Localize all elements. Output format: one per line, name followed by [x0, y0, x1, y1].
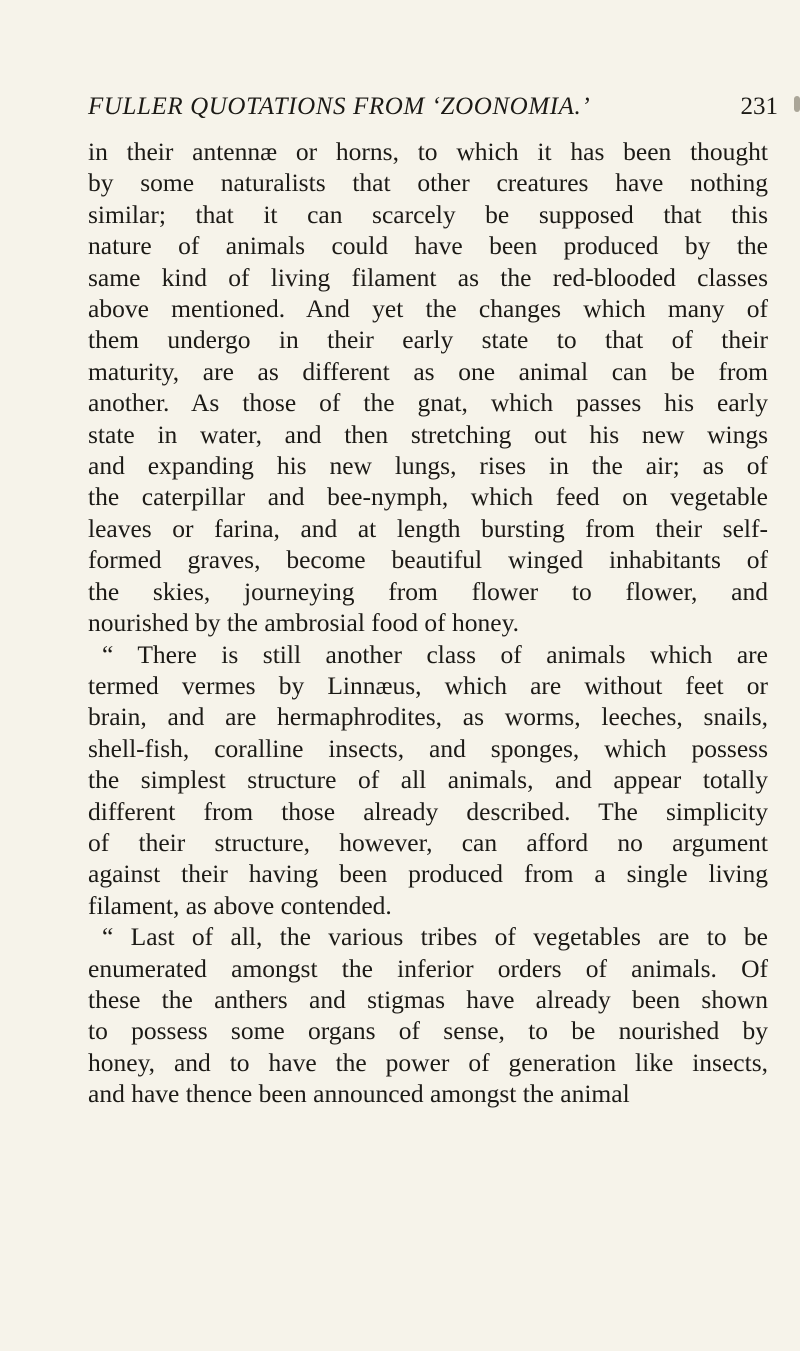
running-title: FULLER QUOTATIONS FROM ‘ZOONOMIA.’ — [88, 93, 591, 120]
text-line: another. As those of the gnat, which passes his early — [88, 388, 768, 418]
text-line: to possess some organs of sense, to be nourished by — [88, 1016, 768, 1046]
text-line: the simplest structure of all animals, and appear totally — [88, 765, 768, 795]
running-head — [88, 92, 778, 122]
text-line: similar; that it can scarcely be supposed that this — [88, 199, 768, 229]
text-line: leaves or farina, and at length bursting from their self- — [88, 513, 768, 543]
text-line: and expanding his new lungs, rises in the air; as of — [88, 451, 768, 481]
text-line: brain, and are hermaphrodites, as worms, leeches, snails, — [88, 702, 768, 732]
text-line: nature of animals could have been produced by the — [88, 231, 768, 261]
text-line: different from those already described. The simplicity — [88, 796, 768, 826]
page-edge-mark — [794, 96, 800, 112]
text-line: “ Last of all, the various tribes of vegetables are to be — [102, 922, 768, 952]
text-line: honey, and to have the power of generation like insects, — [88, 1047, 768, 1077]
text-line: of their structure, however, can afford no argument — [88, 827, 768, 857]
text-line: shell-fish, coralline insects, and sponges, which possess — [88, 733, 768, 763]
text-line: state in water, and then stretching out his new wings — [88, 419, 768, 449]
text-line: by some naturalists that other creatures have nothing — [88, 168, 768, 198]
text-line: enumerated amongst the inferior orders of animals. Of — [88, 953, 768, 983]
text-line: formed graves, become beautiful winged inhabitants of — [88, 545, 768, 575]
text-line: above mentioned. And yet the changes which many of — [88, 294, 768, 324]
text-line: the skies, journeying from flower to flower, and — [88, 576, 768, 606]
text-line: in their antennæ or horns, to which it has been thought — [88, 137, 768, 166]
page-number: 231 — [740, 93, 778, 120]
text-line: the caterpillar and bee-nymph, which feed on vegetable — [88, 482, 768, 512]
text-line: filament, as above contended. — [88, 890, 392, 920]
text-line: nourished by the ambrosial food of honey. — [88, 608, 520, 638]
text-line: them undergo in their early state to that of their — [88, 325, 768, 355]
text-line: these the anthers and stigmas have already been shown — [88, 984, 768, 1014]
text-line: against their having been produced from a single living — [88, 859, 768, 889]
text-line: same kind of living filament as the red-blooded classes — [88, 262, 768, 292]
text-line: maturity, are as different as one animal can be from — [88, 356, 768, 386]
text-line: termed vermes by Linnæus, which are without feet or — [88, 670, 768, 700]
text-line: and have thence been announced amongst the animal — [88, 1079, 630, 1109]
body-text — [88, 136, 768, 1110]
text-line: “ There is still another class of animals which are — [102, 639, 768, 669]
